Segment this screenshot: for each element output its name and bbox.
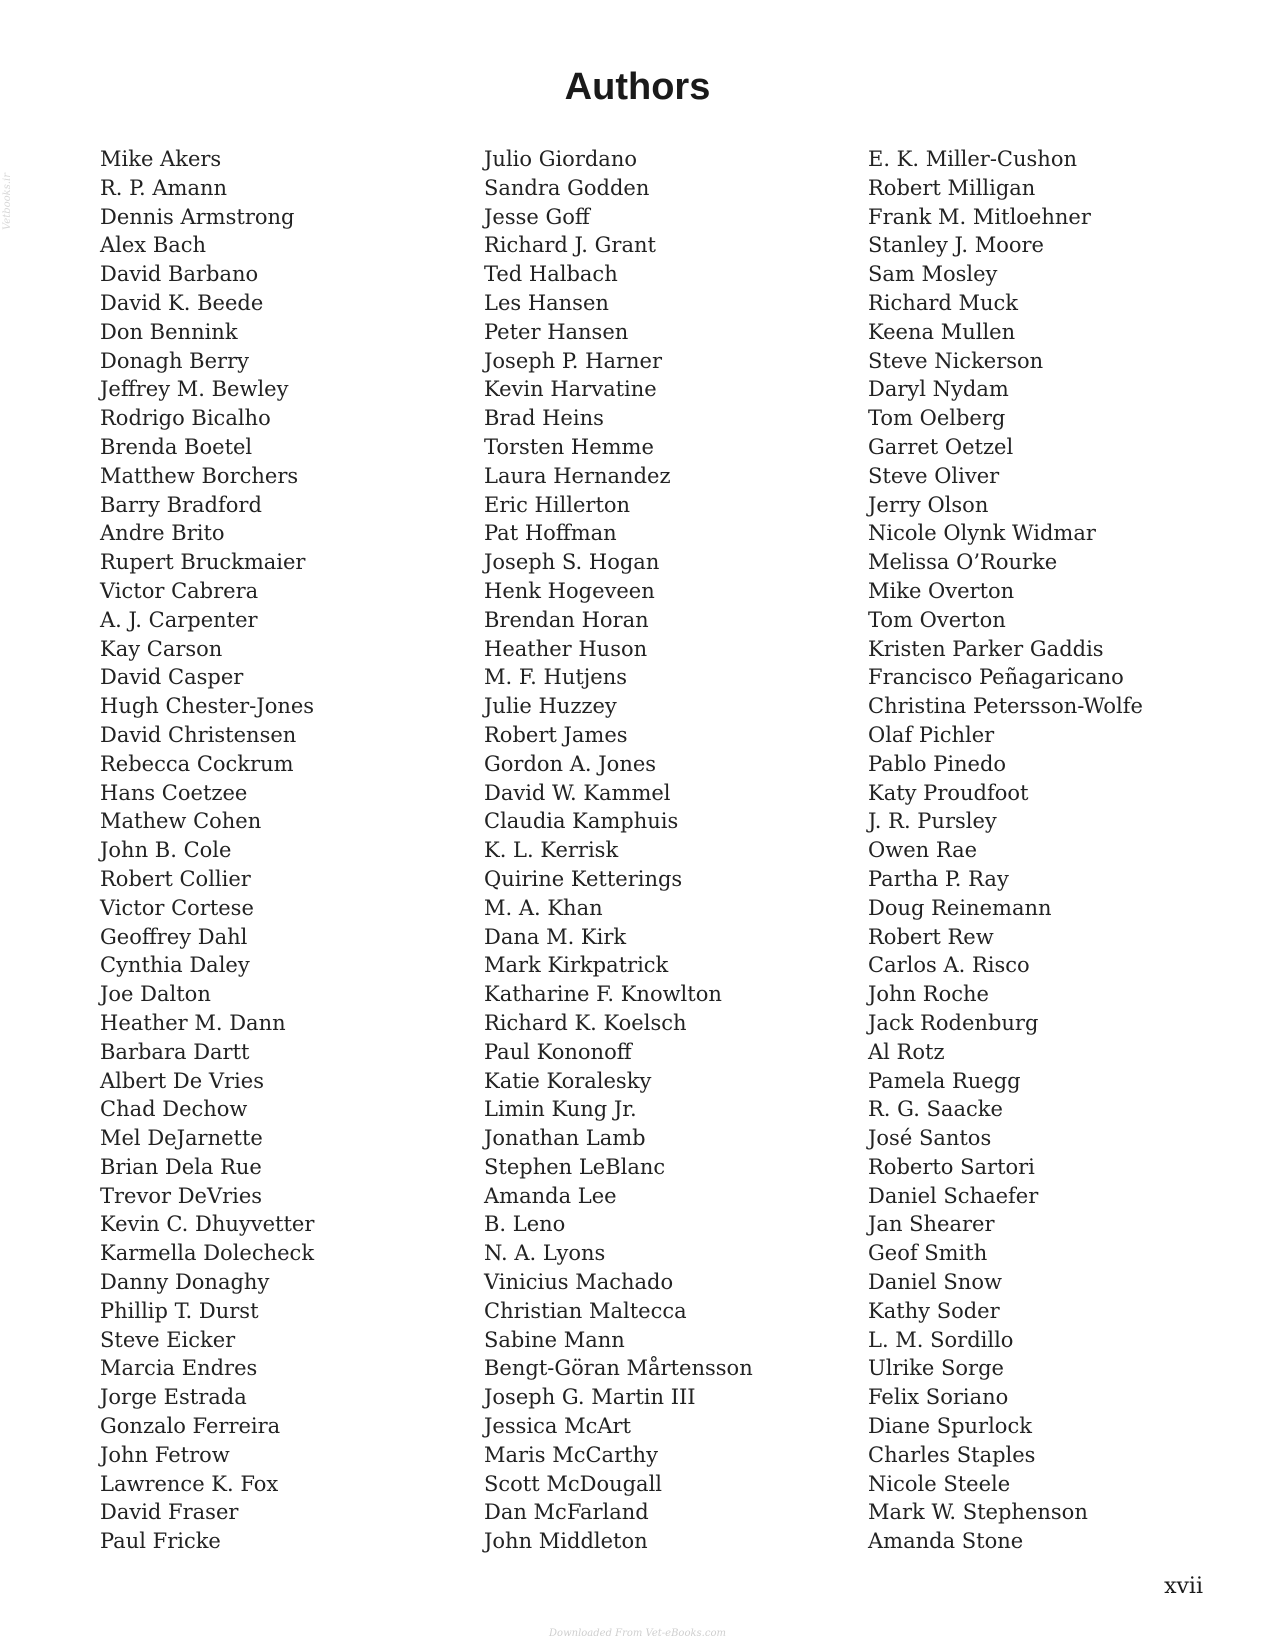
author-name: Doug Reinemann xyxy=(868,895,1052,920)
author-name: Ulrike Sorge xyxy=(868,1356,1004,1381)
author-name: Partha P. Ray xyxy=(868,866,1009,891)
author-name: Gordon A. Jones xyxy=(484,751,657,776)
author-name: John Fetrow xyxy=(100,1442,230,1467)
author-name: Mike Akers xyxy=(100,147,222,171)
author-name: Gonzalo Ferreira xyxy=(100,1414,281,1439)
author-name: Matthew Borchers xyxy=(100,463,299,488)
author-name: Nicole Olynk Widmar xyxy=(868,521,1096,546)
author-name: N. A. Lyons xyxy=(484,1241,606,1266)
author-name: Kevin Harvatine xyxy=(484,377,657,402)
author-name: Richard Muck xyxy=(868,290,1019,315)
author-name: Rebecca Cockrum xyxy=(100,751,294,776)
author-name: Daniel Schaefer xyxy=(868,1183,1039,1208)
author-name: Eric Hillerton xyxy=(484,492,631,517)
author-name: Owen Rae xyxy=(868,838,978,863)
author-name: Joseph P. Harner xyxy=(484,348,662,373)
author-column-3 xyxy=(868,145,1143,1556)
author-name: Marcia Endres xyxy=(100,1356,258,1381)
author-name: Victor Cortese xyxy=(100,895,254,920)
author-name: Don Bennink xyxy=(100,319,238,344)
author-name: Julie Huzzey xyxy=(484,694,617,719)
author-name: Geof Smith xyxy=(868,1241,988,1266)
author-name: Trevor DeVries xyxy=(100,1183,263,1208)
author-name: Robert Rew xyxy=(868,924,994,949)
author-name: Robert Collier xyxy=(100,866,251,891)
author-name: Dennis Armstrong xyxy=(100,204,295,229)
author-name: Diane Spurlock xyxy=(868,1414,1032,1439)
author-name: Maris McCarthy xyxy=(484,1442,658,1467)
author-name: Kathy Soder xyxy=(868,1298,1000,1323)
author-name: Torsten Hemme xyxy=(484,434,654,459)
author-name: Ted Halbach xyxy=(484,262,618,287)
author-name: Mel DeJarnette xyxy=(100,1126,263,1151)
author-name: Kevin C. Dhuyvetter xyxy=(100,1212,315,1237)
author-name: Paul Kononoff xyxy=(484,1039,632,1064)
author-name: Quirine Ketterings xyxy=(484,866,683,891)
author-name: Dana M. Kirk xyxy=(484,924,627,949)
author-name: Dan McFarland xyxy=(484,1500,649,1525)
author-name: M. F. Hutjens xyxy=(484,665,628,690)
author-name: Andre Brito xyxy=(100,521,225,546)
author-name: Hans Coetzee xyxy=(100,780,248,805)
author-name: Christina Petersson-Wolfe xyxy=(868,694,1143,719)
author-name: Victor Cabrera xyxy=(100,578,259,603)
author-name: Robert James xyxy=(484,722,628,747)
author-name: Roberto Sartori xyxy=(868,1154,1035,1179)
author-name: R. G. Saacke xyxy=(868,1097,1003,1122)
author-name: Sandra Godden xyxy=(484,175,650,200)
author-name: Amanda Stone xyxy=(868,1529,1024,1554)
author-name: Stephen LeBlanc xyxy=(484,1154,666,1179)
author-name: Stanley J. Moore xyxy=(868,233,1044,258)
author-name: Melissa O’Rourke xyxy=(868,550,1058,575)
author-name: John Middleton xyxy=(484,1529,648,1554)
author-name: Kristen Parker Gaddis xyxy=(868,636,1104,661)
author-name: A. J. Carpenter xyxy=(100,607,258,632)
author-name: Lawrence K. Fox xyxy=(100,1471,279,1496)
author-name: Limin Kung Jr. xyxy=(484,1097,637,1122)
author-name: Joseph G. Martin III xyxy=(484,1385,696,1410)
author-name: Paul Fricke xyxy=(100,1529,221,1554)
author-name: Steve Nickerson xyxy=(868,348,1044,373)
author-name: Alex Bach xyxy=(100,233,207,258)
author-name: Carlos A. Risco xyxy=(868,953,1030,978)
author-name: Keena Mullen xyxy=(868,319,1016,344)
author-name: Olaf Pichler xyxy=(868,722,995,747)
author-name: M. A. Khan xyxy=(484,895,603,920)
side-watermark: Vetbooks.ir xyxy=(2,172,13,230)
author-name: Brian Dela Rue xyxy=(100,1154,262,1179)
author-name: Frank M. Mitloehner xyxy=(868,204,1091,229)
author-name: Jorge Estrada xyxy=(100,1385,247,1410)
page-title: Authors xyxy=(564,66,711,108)
author-name: Felix Soriano xyxy=(868,1385,1009,1410)
author-name: Henk Hogeveen xyxy=(484,578,655,603)
author-name: Katy Proudfoot xyxy=(868,780,1029,805)
author-name: Jerry Olson xyxy=(868,492,989,517)
author-name: Al Rotz xyxy=(868,1039,945,1064)
author-column-2 xyxy=(484,145,753,1556)
author-name: Les Hansen xyxy=(484,290,609,315)
author-name: Joe Dalton xyxy=(100,982,211,1007)
author-name: Vinicius Machado xyxy=(484,1270,674,1295)
author-name: Garret Oetzel xyxy=(868,434,1014,459)
author-name: José Santos xyxy=(868,1126,992,1151)
author-column-1 xyxy=(100,145,314,1556)
author-name: Barry Bradford xyxy=(100,492,262,517)
author-name: Rodrigo Bicalho xyxy=(100,406,271,431)
bottom-watermark: Downloaded From Vet-eBooks.com xyxy=(549,1628,726,1639)
author-name: Hugh Chester-Jones xyxy=(100,694,315,719)
author-name: Jessica McArt xyxy=(484,1414,631,1439)
author-name: Rupert Bruckmaier xyxy=(100,550,306,575)
author-name: Jack Rodenburg xyxy=(868,1010,1039,1035)
author-name: Julio Giordano xyxy=(484,147,637,171)
author-name: Brenda Boetel xyxy=(100,434,253,459)
author-name: Scott McDougall xyxy=(484,1471,663,1496)
author-name: Jesse Goff xyxy=(484,204,590,229)
author-name: Heather Huson xyxy=(484,636,648,661)
author-name: Richard J. Grant xyxy=(484,233,656,258)
author-name: Danny Donaghy xyxy=(100,1270,270,1295)
author-name: J. R. Pursley xyxy=(868,809,997,834)
author-name: Mark Kirkpatrick xyxy=(484,953,669,978)
author-name: Laura Hernandez xyxy=(484,463,671,488)
author-name: Mathew Cohen xyxy=(100,809,262,834)
author-name: Robert Milligan xyxy=(868,175,1036,200)
author-name: Joseph S. Hogan xyxy=(484,550,660,575)
author-name: Pat Hoffman xyxy=(484,521,617,546)
author-name: Richard K. Koelsch xyxy=(484,1010,687,1035)
author-name: Pablo Pinedo xyxy=(868,751,1007,776)
author-name: L. M. Sordillo xyxy=(868,1327,1014,1352)
author-name: Claudia Kamphuis xyxy=(484,809,679,834)
author-name: Brendan Horan xyxy=(484,607,649,632)
author-name: Jonathan Lamb xyxy=(484,1126,646,1151)
author-name: Chad Dechow xyxy=(100,1097,248,1122)
author-name: David Fraser xyxy=(100,1500,239,1525)
author-name: Heather M. Dann xyxy=(100,1010,286,1035)
author-name: Tom Oelberg xyxy=(868,406,1006,431)
author-name: David Casper xyxy=(100,665,244,690)
author-name: Charles Staples xyxy=(868,1442,1036,1467)
author-name: David W. Kammel xyxy=(484,780,671,805)
author-name: Kay Carson xyxy=(100,636,223,661)
author-name: Jeffrey M. Bewley xyxy=(100,377,289,402)
author-name: Jan Shearer xyxy=(868,1212,995,1237)
author-name: B. Leno xyxy=(484,1212,566,1237)
author-name: Tom Overton xyxy=(868,607,1006,632)
author-name: Amanda Lee xyxy=(484,1183,617,1208)
author-name: Karmella Dolecheck xyxy=(100,1241,315,1266)
author-name: Donagh Berry xyxy=(100,348,249,373)
author-name: Pamela Ruegg xyxy=(868,1068,1021,1093)
author-name: John B. Cole xyxy=(100,838,232,863)
author-name: Peter Hansen xyxy=(484,319,629,344)
author-name: Katharine F. Knowlton xyxy=(484,982,722,1007)
author-name: R. P. Amann xyxy=(100,175,228,200)
author-name: Daryl Nydam xyxy=(868,377,1009,402)
author-name: Katie Koralesky xyxy=(484,1068,652,1093)
author-name: John Roche xyxy=(868,982,989,1007)
page-number: xvii xyxy=(1164,1574,1203,1599)
author-name: David Christensen xyxy=(100,722,297,747)
author-name: Phillip T. Durst xyxy=(100,1298,259,1323)
author-name: Sam Mosley xyxy=(868,262,998,287)
author-name: Christian Maltecca xyxy=(484,1298,687,1323)
author-name: David K. Beede xyxy=(100,290,264,315)
author-name: Nicole Steele xyxy=(868,1471,1011,1496)
author-name: Albert De Vries xyxy=(100,1068,264,1093)
author-name: David Barbano xyxy=(100,262,259,287)
author-name: Geoffrey Dahl xyxy=(100,924,248,949)
author-name: Cynthia Daley xyxy=(100,953,250,978)
author-name: Steve Eicker xyxy=(100,1327,236,1352)
author-name: Mike Overton xyxy=(868,578,1015,603)
author-name: Brad Heins xyxy=(484,406,604,431)
author-name: E. K. Miller-Cushon xyxy=(868,147,1077,171)
author-name: Sabine Mann xyxy=(484,1327,625,1352)
author-name: Daniel Snow xyxy=(868,1270,1002,1295)
author-name: Steve Oliver xyxy=(868,463,1000,488)
author-name: Mark W. Stephenson xyxy=(868,1500,1088,1525)
author-name: K. L. Kerrisk xyxy=(484,838,619,863)
author-name: Francisco Peñagaricano xyxy=(868,665,1124,690)
author-name: Barbara Dartt xyxy=(100,1039,250,1064)
author-name: Bengt-Göran Mårtensson xyxy=(484,1356,753,1381)
